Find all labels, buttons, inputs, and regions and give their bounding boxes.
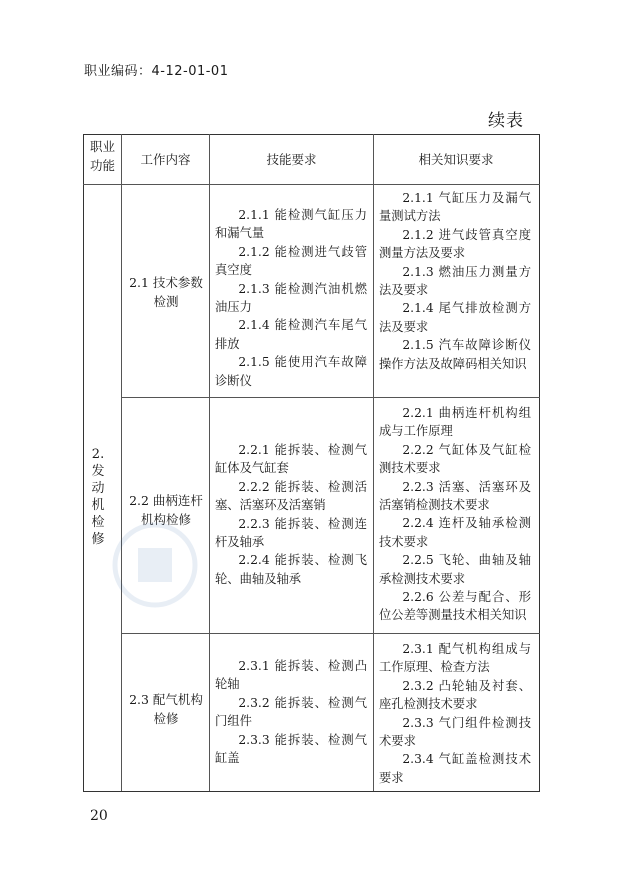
skill-item: 2.2.2 能拆装、检测活塞、活塞环及活塞销	[215, 479, 367, 513]
row-divider	[121, 397, 540, 398]
knowledge-item: 2.2.3 活塞、活塞环及活塞销检测技术要求	[379, 479, 531, 513]
col-header-knowledge: 相关知识要求	[418, 152, 494, 167]
col-header-task: 工作内容	[140, 152, 191, 167]
knowledge-item: 2.2.6 公差与配合、形位公差等测量技术相关知识	[379, 590, 531, 623]
knowledge-item: 2.1.2 进气歧管真空度测量方法及要求	[379, 227, 531, 261]
skills-list-2-1	[215, 206, 367, 390]
skill-item: 2.1.4 能检测汽车尾气排放	[215, 318, 367, 351]
occupation-code: 职业编码：4-12-01-01	[84, 64, 229, 79]
task-2-1: 2.1 技术参数检测	[129, 275, 203, 309]
skill-item: 2.3.2 能拆装、检测气门组件	[215, 695, 367, 729]
skill-item: 2.1.2 能检测进气歧管真空度	[215, 244, 367, 278]
knowledge-item: 2.1.3 燃油压力测量方法及要求	[379, 264, 531, 298]
knowledge-list-2-3	[379, 640, 531, 787]
skills-list-2-2	[215, 441, 367, 588]
col-header-function	[84, 137, 121, 175]
task-2-2: 2.2 曲柄连杆机构检修	[129, 493, 203, 527]
function-name: 2. 发动机检修	[91, 447, 105, 547]
col-header-skills: 技能要求	[266, 152, 317, 167]
row-divider	[121, 633, 540, 634]
knowledge-list-2-2	[379, 404, 531, 625]
col-divider	[121, 134, 122, 791]
task-2-3: 2.3 配气机构检修	[129, 692, 203, 726]
knowledge-item: 2.1.5 汽车故障诊断仪操作方法及故障码相关知识	[379, 338, 531, 371]
skills-list-2-3	[215, 657, 367, 767]
skill-item: 2.3.3 能拆装、检测气缸盖	[215, 732, 367, 766]
knowledge-item: 2.2.4 连杆及轴承检测技术要求	[379, 516, 531, 549]
col-header-text: 职业 功能	[89, 139, 115, 173]
knowledge-list-2-1	[379, 189, 531, 373]
skill-item: 2.1.3 能检测汽油机燃油压力	[215, 281, 367, 315]
skill-item: 2.1.1 能检测气缸压力和漏气量	[215, 208, 367, 241]
knowledge-item: 2.3.2 凸轮轴及衬套、座孔检测技术要求	[379, 678, 531, 712]
knowledge-item: 2.2.1 曲柄连杆机构组成与工作原理	[379, 406, 531, 439]
knowledge-item: 2.3.3 气门组件检测技术要求	[379, 715, 531, 749]
continued-label: 续表	[488, 111, 524, 131]
knowledge-item: 2.3.1 配气机构组成与工作原理、检查方法	[379, 642, 531, 675]
skill-item: 2.2.3 能拆装、检测连杆及轴承	[215, 516, 367, 550]
col-divider	[373, 134, 374, 791]
knowledge-item: 2.1.4 尾气排放检测方法及要求	[379, 301, 531, 334]
skill-item: 2.3.1 能拆装、检测凸轮轴	[215, 659, 367, 692]
skill-item: 2.2.4 能拆装、检测飞轮、曲轴及轴承	[215, 553, 367, 586]
page-number: 20	[90, 808, 108, 824]
knowledge-item: 2.2.5 飞轮、曲轴及轴承检测技术要求	[379, 553, 531, 586]
knowledge-item: 2.1.1 气缸压力及漏气量测试方法	[379, 191, 531, 224]
skill-item: 2.1.5 能使用汽车故障诊断仪	[215, 355, 367, 388]
col-divider	[209, 134, 210, 791]
skill-item: 2.2.1 能拆装、检测气缸体及气缸套	[215, 443, 367, 476]
header-divider	[83, 184, 540, 185]
watermark-emblem-icon	[110, 520, 200, 610]
knowledge-item: 2.3.4 气缸盖检测技术要求	[379, 752, 531, 785]
knowledge-item: 2.2.2 气缸体及气缸检测技术要求	[379, 442, 531, 476]
